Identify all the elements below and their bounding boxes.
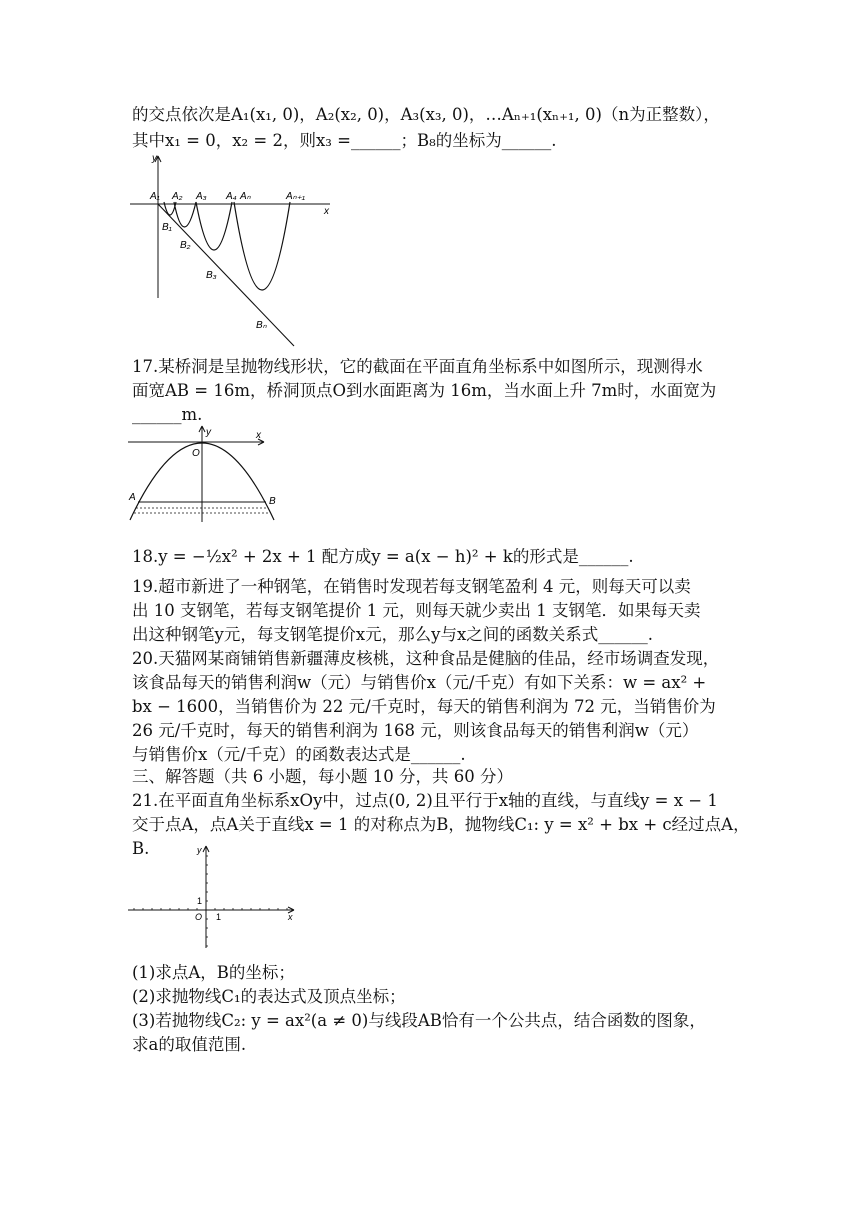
problem19-line2: 出 10 支钢笔，若每支钢笔提价 1 元，则每天就少卖出 1 支钢笔．如果每天卖 — [132, 601, 701, 620]
fig17-label-x: x — [256, 430, 261, 441]
fig16-label-y: y — [152, 153, 157, 164]
fig17-label-a: A — [129, 492, 136, 503]
problem17-line3: ______m. — [132, 405, 203, 424]
problem21-line3: B. — [132, 839, 150, 858]
fig21-label-x: x — [288, 912, 293, 922]
fig16-label-b2: B₂ — [180, 240, 191, 251]
problem21-q1: (1)求点A，B的坐标； — [132, 963, 295, 982]
fig16-label-an1: Aₙ₊₁ — [286, 191, 306, 202]
problem17-figure — [124, 424, 284, 524]
problem21-q3b: 求a的取值范围. — [132, 1035, 247, 1054]
problem20-line5: 与销售价x（元/千克）的函数表达式是______. — [132, 745, 466, 764]
problem20-line2: 该食品每天的销售利润w（元）与销售价x（元/千克）有如下关系：w = ax² + — [132, 673, 707, 692]
problem21-figure — [124, 842, 304, 952]
problem16-line1: 的交点依次是A₁(x₁, 0)，A₂(x₂, 0)，A₃(x₃, 0)，…Aₙ₊₁(xₙ₊₁, 0)（n为正整数）， — [132, 105, 720, 124]
problem20-line3: bx − 1600，当销售价为 22 元/千克时，每天的销售利润为 72 元，当销售价为 — [132, 697, 716, 716]
section3-heading: 三、解答题（共 6 小题，每小题 10 分，共 60 分） — [132, 767, 513, 786]
fig16-label-x: x — [324, 206, 329, 217]
problem19-line3: 出这种钢笔y元，每支钢笔提价x元，那么y与x之间的函数关系式______. — [132, 625, 653, 644]
problem20-line4: 26 元/千克时，每天的销售利润为 168 元，则该食品每天的销售利润w（元） — [132, 721, 699, 740]
problem17-line1: 17.某桥洞是呈抛物线形状，它的截面在平面直角坐标系中如图所示，现测得水 — [132, 357, 703, 376]
problem21-line1: 21.在平面直角坐标系xOy中，过点(0, 2)且平行于x轴的直线，与直线y = x − 1 — [132, 791, 718, 810]
problem20-line1: 20.天猫网某商铺销售新疆薄皮核桃，这种食品是健脑的佳品，经市场调查发现， — [132, 649, 720, 668]
problem18-line1: 18.y = −½x² + 2x + 1 配方成y = a(x − h)² + k的形式是______. — [132, 547, 634, 566]
fig21-label-y: y — [197, 845, 202, 855]
problem16-figure — [124, 148, 334, 348]
fig16-label-bn: Bₙ — [256, 320, 267, 331]
problem21-q3: (3)若抛物线C₂: y = ax²(a ≠ 0)与线段AB恰有一个公共点，结合函数的图象， — [132, 1011, 706, 1030]
fig16-label-a3: A₃ — [196, 191, 207, 202]
fig17-label-o: O — [192, 448, 200, 459]
fig16-label-a1: A₁ — [150, 191, 160, 202]
fig21-label-o: O — [195, 912, 203, 922]
fig21-label-1y: 1 — [197, 896, 203, 906]
problem16-line2: 其中x₁ = 0，x₂ = 2，则x₃ =______；B₈的坐标为______. — [132, 131, 557, 150]
fig16-label-b3: B₃ — [206, 270, 217, 281]
problem21-line2: 交于点A，点A关于直线x = 1 的对称点为B，抛物线C₁: y = x² + bx + c经过点A， — [132, 815, 750, 834]
fig16-label-a2: A₂ — [172, 191, 183, 202]
problem17-line2: 面宽AB = 16m，桥洞顶点O到水面距离为 16m，当水面上升 7m时，水面宽为 — [132, 381, 717, 400]
fig17-label-b: B — [269, 496, 276, 507]
problem19-line1: 19.超市新进了一种钢笔，在销售时发现若每支钢笔盈利 4 元，则每天可以卖 — [132, 577, 691, 596]
problem21-q2: (2)求抛物线C₁的表达式及顶点坐标； — [132, 987, 406, 1006]
fig16-label-b1: B₁ — [162, 222, 172, 233]
fig21-label-1x: 1 — [216, 912, 222, 922]
fig16-label-a4: A₄ — [226, 191, 237, 202]
fig17-label-y: y — [206, 427, 211, 438]
fig16-label-an: Aₙ — [240, 191, 251, 202]
